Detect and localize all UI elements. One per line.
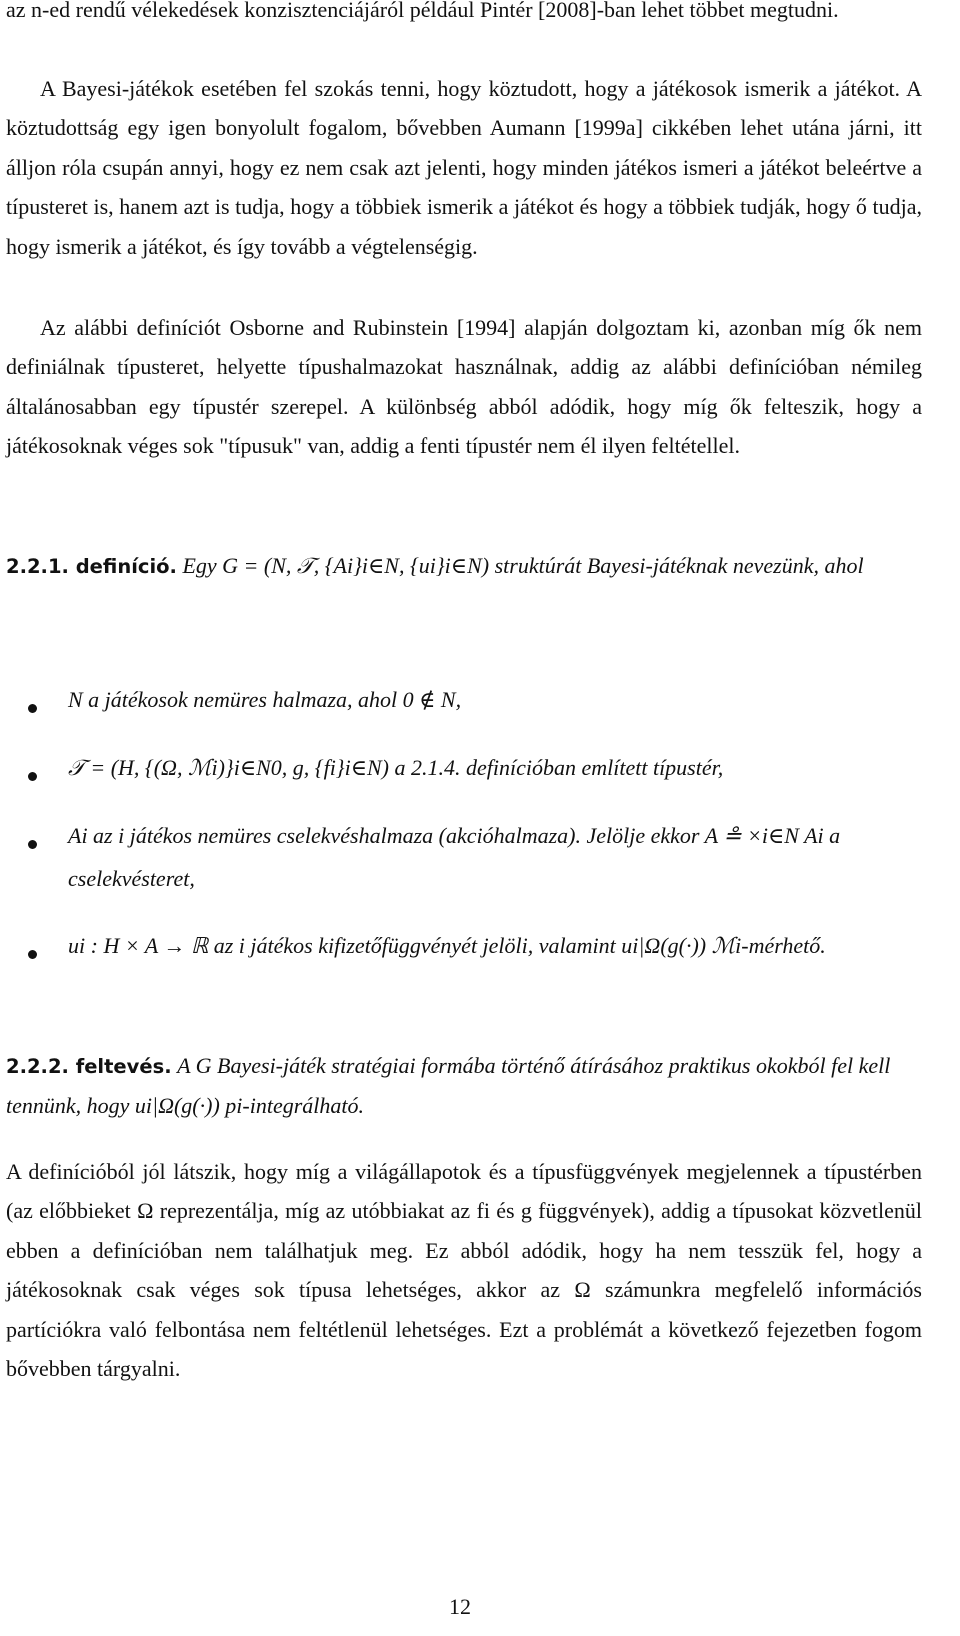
assumption-text: A G Bayesi-játék stratégiai formába történő átírásához praktikus okokból fel kell tennünk, hogy ui|Ω(g(·)) pi-integrálható. <box>6 1053 891 1118</box>
bullet-icon <box>28 950 37 959</box>
assumption-label: 2.2.2. feltevés. <box>6 1055 172 1078</box>
definition-label: 2.2.1. definíció. <box>6 555 177 578</box>
list-item-text: Ai az i játékos nemüres cselekvéshalmaza (akcióhalmaza). Jelölje ekkor A ≗ ×i∈N Ai a cselekvésteret, <box>68 823 841 891</box>
definition-block <box>6 546 922 586</box>
paragraph-bayesian-common-knowledge: A Bayesi-játékok esetében fel szokás tenni, hogy köztudott, hogy a játékosok ismerik a játékot. A köztudottság egy igen bonyolult fogalom, bővebben Aumann [1999a] cikkében lehet utána járni, itt álljon róla csupán annyi, hogy ez nem csak azt jelenti, hogy minden játékos ismeri a játékot beleértve a típusteret is, hanem azt is tudja, hogy a többiek ismerik a játékot és hogy a többiek tudják, hogy ő tudja, hogy ismerik a játékot, és így tovább a végtelenségig. <box>6 76 922 259</box>
list-item-text: 𝒯 = (H, {(Ω, ℳi)}i∈N0, g, {fi}i∈N) a 2.1.4. definícióban említett típustér, <box>68 755 724 780</box>
bullet-icon <box>28 772 37 781</box>
paragraph-type-space-remark: A definícióból jól látszik, hogy míg a világállapotok és a típusfüggvények megjelennek a típustérben (az előbbieket Ω reprezentálja, míg az utóbbiakat az fi és g függvények), addig a típusokat közvetlenül ebben a definícióban nem találhatjuk meg. Ez abból adódik, hogy ha nem tesszük fel, hogy a játékosoknak csak véges sok típusa lehetséges, akkor az Ω számunkra megfelelő információs partíciókra való felbontása nem feltétlenül lehetséges. Ezt a problémát a következő fejezetben fogom bővebben tárgyalni. <box>6 1159 922 1382</box>
paragraph-definition-source: Az alábbi definíciót Osborne and Rubinstein [1994] alapján dolgoztam ki, azonban míg ők nem definiálnak típusteret, helyette típushalmazokat használnak, addig az alábbi definícióban némileg általánosabban egy típustér szerepel. A különbség abból adódik, hogy míg ők felteszik, hogy a játékosoknak véges sok "típusuk" van, addig a fenti típustér nem él ilyen feltétellel. <box>6 315 922 459</box>
bullet-icon <box>28 704 37 713</box>
list-item-text: ui : H × A → ℝ az i játékos kifizetőfüggvényét jelöli, valamint ui|Ω(g(·)) ℳi-mérhető. <box>68 933 826 958</box>
bullet-icon <box>28 840 37 849</box>
paragraph-intro: az n-ed rendű vélekedések konzisztenciájáról például Pintér [2008]-ban lehet többet megtudni. <box>6 0 839 22</box>
definition-text: Egy G = (N, 𝒯, {Ai}i∈N, {ui}i∈N) struktúrát Bayesi-játéknak nevezünk, ahol <box>182 553 864 578</box>
page-number: 12 <box>449 1594 471 1619</box>
assumption-block <box>6 1046 922 1125</box>
list-item-text: N a játékosok nemüres halmaza, ahol 0 ∉ N, <box>68 687 462 712</box>
